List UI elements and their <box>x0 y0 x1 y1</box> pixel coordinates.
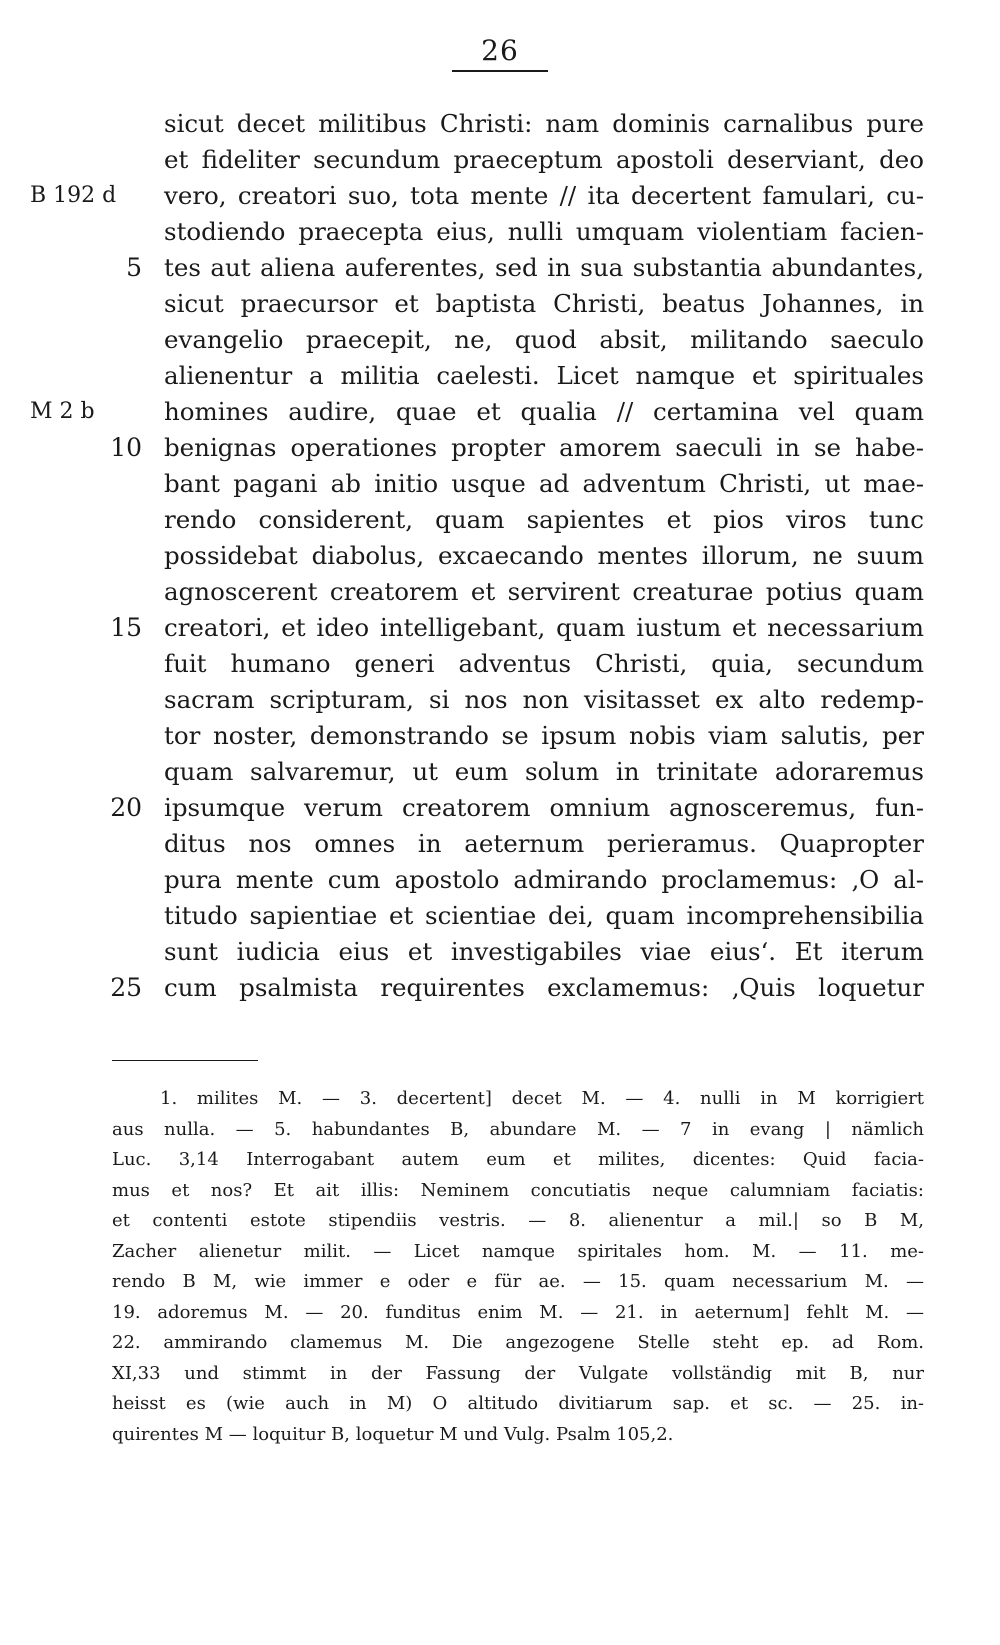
text-line <box>0 502 1000 538</box>
footnote-line <box>0 1176 1000 1207</box>
line-number: 25 <box>110 973 142 1002</box>
line-text: rendo considerent, quam sapientes et pios viros tunc <box>164 505 924 534</box>
footnote-line <box>0 1145 1000 1176</box>
line-number: 15 <box>110 613 142 642</box>
text-line <box>0 682 1000 718</box>
text-line <box>0 106 1000 142</box>
footnote-line <box>0 1389 1000 1420</box>
text-line <box>0 646 1000 682</box>
text-line <box>0 358 1000 394</box>
margin-reference: B 192 d <box>30 183 117 208</box>
text-line <box>0 610 1000 646</box>
footnote-line <box>0 1115 1000 1146</box>
line-text: sunt iudicia eius et investigabiles viae eius‘. Et iterum <box>164 937 924 966</box>
line-text: sicut praecursor et baptista Christi, beatus Johannes, in <box>164 289 924 318</box>
line-text: homines audire, quae et qualia // certamina vel quam <box>164 397 924 426</box>
footnote-text: 1. milites M. — 3. decertent] decet M. — 4. nulli in M korrigiert <box>160 1088 924 1109</box>
footnotes <box>0 1084 1000 1450</box>
footnote-line <box>0 1237 1000 1268</box>
text-line <box>0 214 1000 250</box>
line-text: fuit humano generi adventus Christi, quia, secundum <box>164 649 924 678</box>
text-line <box>0 754 1000 790</box>
text-line <box>0 286 1000 322</box>
line-text: tor noster, demonstrando se ipsum nobis viam salutis, per <box>164 721 924 750</box>
line-number: 20 <box>110 793 142 822</box>
footnote-line <box>0 1328 1000 1359</box>
text-line <box>0 934 1000 970</box>
line-text: stodiendo praecepta eius, nulli umquam violentiam facien- <box>164 217 924 246</box>
footnote-text: rendo B M, wie immer e oder e für ae. — 15. quam necessarium M. — <box>112 1271 924 1292</box>
text-line <box>0 718 1000 754</box>
footnote-text: quirentes M — loquitur B, loquetur M und Vulg. Psalm 105,2. <box>112 1423 674 1445</box>
line-text: cum psalmista requirentes exclamemus: ‚Quis loquetur <box>164 973 924 1002</box>
line-text: pura mente cum apostolo admirando proclamemus: ‚O al- <box>164 865 924 894</box>
line-text: bant pagani ab initio usque ad adventum Christi, ut mae- <box>164 469 924 498</box>
line-text: quam salvaremur, ut eum solum in trinitate adoraremus <box>164 757 924 786</box>
line-text: benignas operationes propter amorem saeculi in se habe- <box>164 433 924 462</box>
page-number: 26 <box>481 34 519 67</box>
footnote-text: 22. ammirando clamemus M. Die angezogene Stelle steht ep. ad Rom. <box>112 1332 924 1353</box>
footnote-line <box>0 1084 1000 1115</box>
margin-reference: M 2 b <box>30 399 95 424</box>
line-text: titudo sapientiae et scientiae dei, quam incomprehensibilia <box>164 901 924 930</box>
text-line <box>0 394 1000 430</box>
text-line <box>0 430 1000 466</box>
footnote-text: heisst es (wie auch in M) O altitudo divitiarum sap. et sc. — 25. in- <box>112 1393 924 1414</box>
footnote-text: Zacher alienetur milit. — Licet namque spiritales hom. M. — 11. me- <box>112 1240 924 1262</box>
footnote-text: Luc. 3,14 Interrogabant autem eum et milites, dicentes: Quid facia- <box>112 1149 924 1170</box>
footnote-line <box>0 1359 1000 1390</box>
line-text: sacram scripturam, si nos non visitasset ex alto redemp- <box>164 685 924 714</box>
footnote-rule <box>112 1060 258 1061</box>
footnote-text: 19. adoremus M. — 20. funditus enim M. — 21. in aeternum] fehlt M. — <box>112 1301 924 1323</box>
main-text <box>0 106 1000 1006</box>
footnote-line <box>0 1267 1000 1298</box>
line-text: vero, creatori suo, tota mente // ita decertent famulari, cu- <box>164 181 924 210</box>
line-text: possidebat diabolus, excaecando mentes illorum, ne suum <box>164 541 924 570</box>
text-line <box>0 826 1000 862</box>
text-line <box>0 538 1000 574</box>
text-line <box>0 790 1000 826</box>
footnote-line <box>0 1206 1000 1237</box>
text-line <box>0 250 1000 286</box>
text-line <box>0 970 1000 1006</box>
line-text: et fideliter secundum praeceptum apostoli deserviant, deo <box>164 145 924 174</box>
line-text: tes aut aliena auferentes, sed in sua substantia abundantes, <box>164 253 924 282</box>
text-line <box>0 574 1000 610</box>
line-text: evangelio praecepit, ne, quod absit, militando saeculo <box>164 325 924 354</box>
text-line <box>0 898 1000 934</box>
text-line <box>0 178 1000 214</box>
text-line <box>0 466 1000 502</box>
line-number: 5 <box>126 253 142 282</box>
line-text: ipsumque verum creatorem omnium agnosceremus, fun- <box>164 793 924 822</box>
footnote-line <box>0 1420 1000 1451</box>
line-text: creatori, et ideo intelligebant, quam iustum et necessarium <box>164 613 924 642</box>
footnote-text: et contenti estote stipendiis vestris. — 8. alienentur a mil.| so B M, <box>112 1210 924 1231</box>
page-number-rule <box>452 70 548 72</box>
footnote-text: XI,33 und stimmt in der Fassung der Vulgate vollständig mit B, nur <box>112 1362 924 1384</box>
text-line <box>0 862 1000 898</box>
text-line <box>0 142 1000 178</box>
footnote-text: mus et nos? Et ait illis: Neminem concutiatis neque calumniam faciatis: <box>112 1179 924 1201</box>
line-text: ditus nos omnes in aeternum perieramus. Quapropter <box>164 829 924 858</box>
footnote-text: aus nulla. — 5. habundantes B, abundare M. — 7 in evang | nämlich <box>112 1118 924 1140</box>
footnote-line <box>0 1298 1000 1329</box>
line-text: alienentur a militia caelesti. Licet namque et spirituales <box>164 361 924 390</box>
line-text: agnoscerent creatorem et servirent creaturae potius quam <box>164 577 924 606</box>
text-line <box>0 322 1000 358</box>
line-text: sicut decet militibus Christi: nam dominis carnalibus pure <box>164 109 924 138</box>
line-number: 10 <box>110 433 142 462</box>
